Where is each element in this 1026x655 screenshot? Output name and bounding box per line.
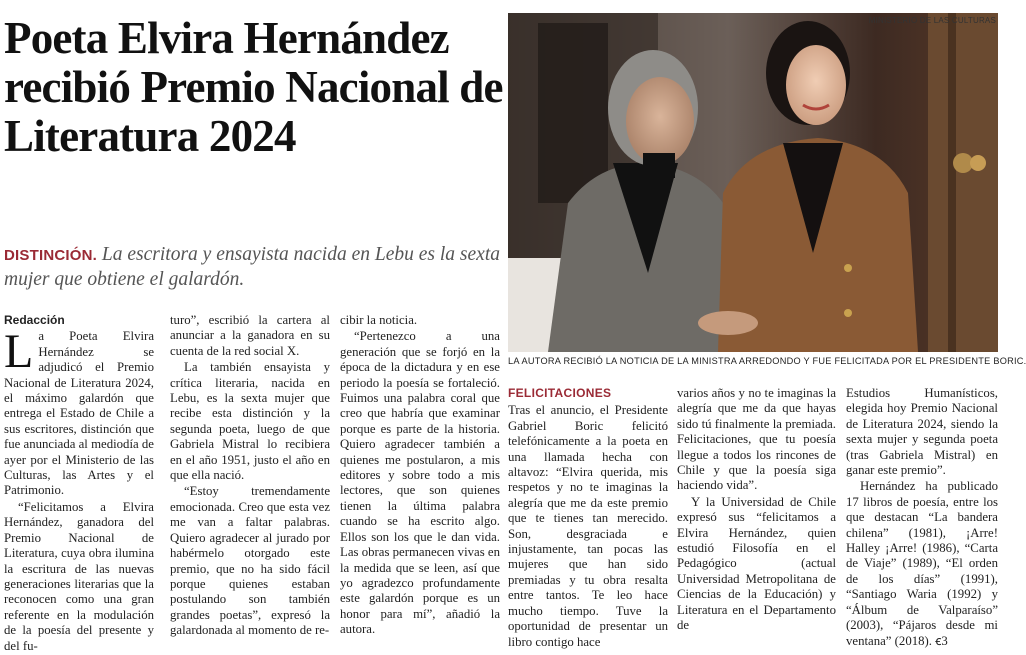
paragraph: “Pertenezco a una generación que se forjó en la época de la dictadura y en ese periodo la poesía se fortaleció. Fuimos una palabra coral que creo que habría que examinar porque es parte de la historia. Quiero agradecer también a quienes me postularon, a mis editores y sobre todo a mis lectores, que son quienes tienen la última palabra cuando se ha escrito algo. Ellos son los que le dan vida. Las obras permanecen vivas en la medida que se leen, así que yo agradezco profundamente este galardón porque es un honor para mí”, añadió la autora. [340, 329, 500, 637]
byline: Redacción [4, 313, 65, 327]
article-column-5 [677, 386, 836, 635]
paragraph: Y la Universidad de Chile expresó sus “felicitamos a Elvira Hernández, quien estudió Filosofía en el Pedagógico (actual Universidad Metropolitana de Ciencias de la Educación) y Literatura en el Departamento de [677, 494, 836, 633]
paragraph: cibir la noticia. [340, 313, 418, 327]
paragraph: varios años y no te imaginas la alegría que me da que hayas sido tú finalmente la premiada. Felicitaciones, que tu poesía llegue a todos los rincones de Chile y que la poesía siga haciendo vida”. [677, 386, 836, 493]
article-column-4 [508, 386, 668, 651]
photo-illustration [508, 13, 998, 352]
article-column-6 [846, 386, 998, 650]
article-column-3 [340, 313, 500, 639]
deck-kicker: DISTINCIÓN. [4, 247, 98, 264]
paragraph [846, 479, 998, 648]
deck-text: La escritora y ensayista nacida en Lebu es la sexta mujer que obtiene el galardón. [4, 244, 500, 290]
lead-text: a Poeta Elvira Hernández se adjudicó el Premio Nacional de Literatura 2024, el máximo galardón que entrega el Estado de Chile a sus escritores, distinción que fue anunciada al mediodía de ayer por el Ministerio de las Culturas, las Artes y el Patrimonio. [4, 329, 154, 498]
paragraph: “Felicitamos a Elvira Hernández, ganadora del Premio Nacional de Literatura, cuya obra ilumina la escritura de las nuevas generaciones literarias que la reconocen como una gran referente en la modulación de la poesía del presente y del fu- [4, 499, 154, 653]
paragraph: La también ensayista y crítica literaria, nacida en Lebu, es la sexta mujer que recibe esta distinción y la segunda poeta, luego de que Gabriela Mistral lo recibiera en el año 1951, justo el año en que ella nació. [170, 360, 330, 483]
article-column-1 [4, 313, 154, 655]
paragraph: Estudios Humanísticos, elegida hoy Premio Nacional de Literatura 2024, siendo la sexta mujer y segunda poeta (tras Gabriela Mistral) en ganar este premio”. [846, 386, 998, 478]
drop-cap: L [4, 325, 34, 379]
end-mark-icon: ꞓ3 [935, 633, 948, 648]
photo-caption: LA AUTORA RECIBIÓ LA NOTICIA DE LA MINISTRA ARREDONDO Y FUE FELICITADA POR EL PRESIDENTE BORIC. [508, 356, 1026, 366]
paragraph: turo”, escribió la cartera al anunciar a la ganadora en su cuenta de la red social X. [170, 313, 330, 358]
paragraph: Tras el anuncio, el Presidente Gabriel Boric felicitó telefónicamente a la poeta en una llamada hecha con altavoz: “Elvira querida, mis respetos y no te imaginas la alegría que me da este premio que te tienes tan merecido. Son, desgraciada e injustamente, tan pocas las mujeres que han sido premiadas y tu obra resalta entre tantos. Te leo hace mucho tiempo. Tuve la oportunidad de presentar un libro contigo hace [508, 403, 668, 649]
section-heading: FELICITACIONES [508, 386, 612, 400]
article-photo [508, 13, 998, 352]
paragraph-text: Hernández ha publicado 17 libros de poesía, entre los que destacan “La bandera chilena” (1981), ¡Arre! Halley ¡Arre! (1986), “Carta de Viaje” (1989), “El orden de los días” (1991), “Santiago Waria (1992) y “Álbum de Valparaíso” (2003), “Pájaros desde mi ventana” (2018). [846, 479, 998, 648]
article-column-2 [170, 313, 330, 640]
lead-paragraph [4, 325, 154, 498]
paragraph: “Estoy tremendamente emocionada. Creo que esta vez me van a faltar palabras. Quiero agradecer al jurado por habérmelo otorgado este premio, que no ha sido fácil porque quienes estaban postulando son también grandes poetas”, expresó la galardonada al momento de re- [170, 484, 330, 638]
headline: Poeta Elvira Hernández recibió Premio Nacional de Literatura 2024 [4, 13, 503, 161]
photo-credit: MINISTERIO DE LAS CULTURAS [868, 16, 996, 25]
deck [4, 243, 502, 292]
